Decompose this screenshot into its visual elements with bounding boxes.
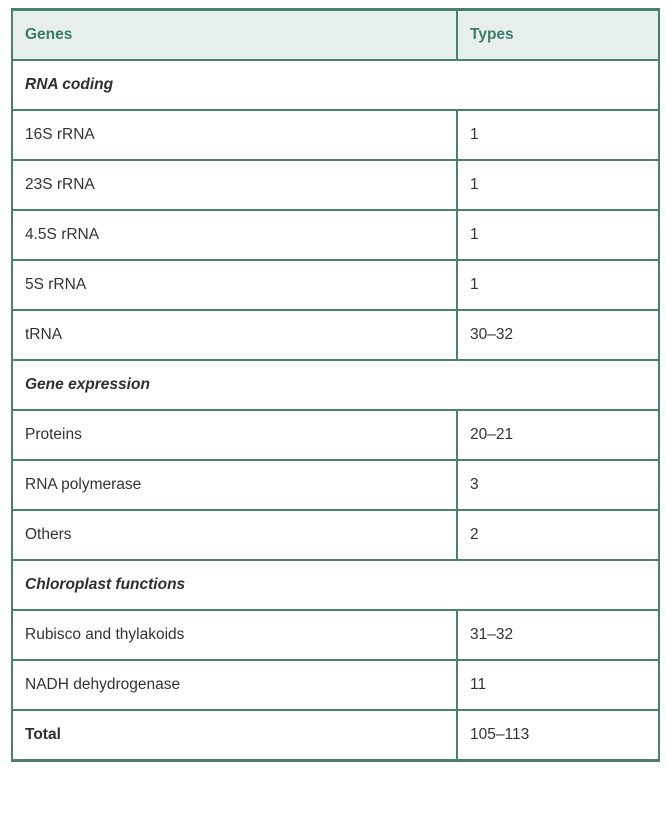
table-row	[12, 210, 659, 260]
section-row-gene-expression	[12, 360, 659, 410]
types-cell: 2	[457, 510, 659, 560]
section-row-rna-coding	[12, 60, 659, 110]
table-row	[12, 410, 659, 460]
total-label: Total	[12, 710, 457, 761]
gene-cell: 23S rRNA	[12, 160, 457, 210]
section-title: Chloroplast functions	[12, 560, 659, 610]
table-row	[12, 310, 659, 360]
table-row	[12, 110, 659, 160]
section-row-chloroplast-functions	[12, 560, 659, 610]
gene-cell: 16S rRNA	[12, 110, 457, 160]
table-row	[12, 660, 659, 710]
section-title: RNA coding	[12, 60, 659, 110]
types-cell: 1	[457, 260, 659, 310]
total-row	[12, 710, 659, 761]
gene-cell: Proteins	[12, 410, 457, 460]
gene-cell: 4.5S rRNA	[12, 210, 457, 260]
header-genes: Genes	[12, 10, 457, 61]
gene-cell: RNA polymerase	[12, 460, 457, 510]
types-cell: 3	[457, 460, 659, 510]
gene-cell: tRNA	[12, 310, 457, 360]
types-cell: 11	[457, 660, 659, 710]
total-value: 105–113	[457, 710, 659, 761]
gene-cell: NADH dehydrogenase	[12, 660, 457, 710]
gene-cell: Rubisco and thylakoids	[12, 610, 457, 660]
types-cell: 1	[457, 110, 659, 160]
gene-cell: 5S rRNA	[12, 260, 457, 310]
types-cell: 20–21	[457, 410, 659, 460]
types-cell: 1	[457, 210, 659, 260]
header-types: Types	[457, 10, 659, 61]
genes-table-container	[11, 8, 658, 762]
table-row	[12, 510, 659, 560]
header-row	[12, 10, 659, 61]
types-cell: 31–32	[457, 610, 659, 660]
table-row	[12, 260, 659, 310]
table-row	[12, 160, 659, 210]
types-cell: 30–32	[457, 310, 659, 360]
section-title: Gene expression	[12, 360, 659, 410]
table-row	[12, 460, 659, 510]
types-cell: 1	[457, 160, 659, 210]
table-row	[12, 610, 659, 660]
gene-cell: Others	[12, 510, 457, 560]
genes-table	[11, 8, 660, 762]
